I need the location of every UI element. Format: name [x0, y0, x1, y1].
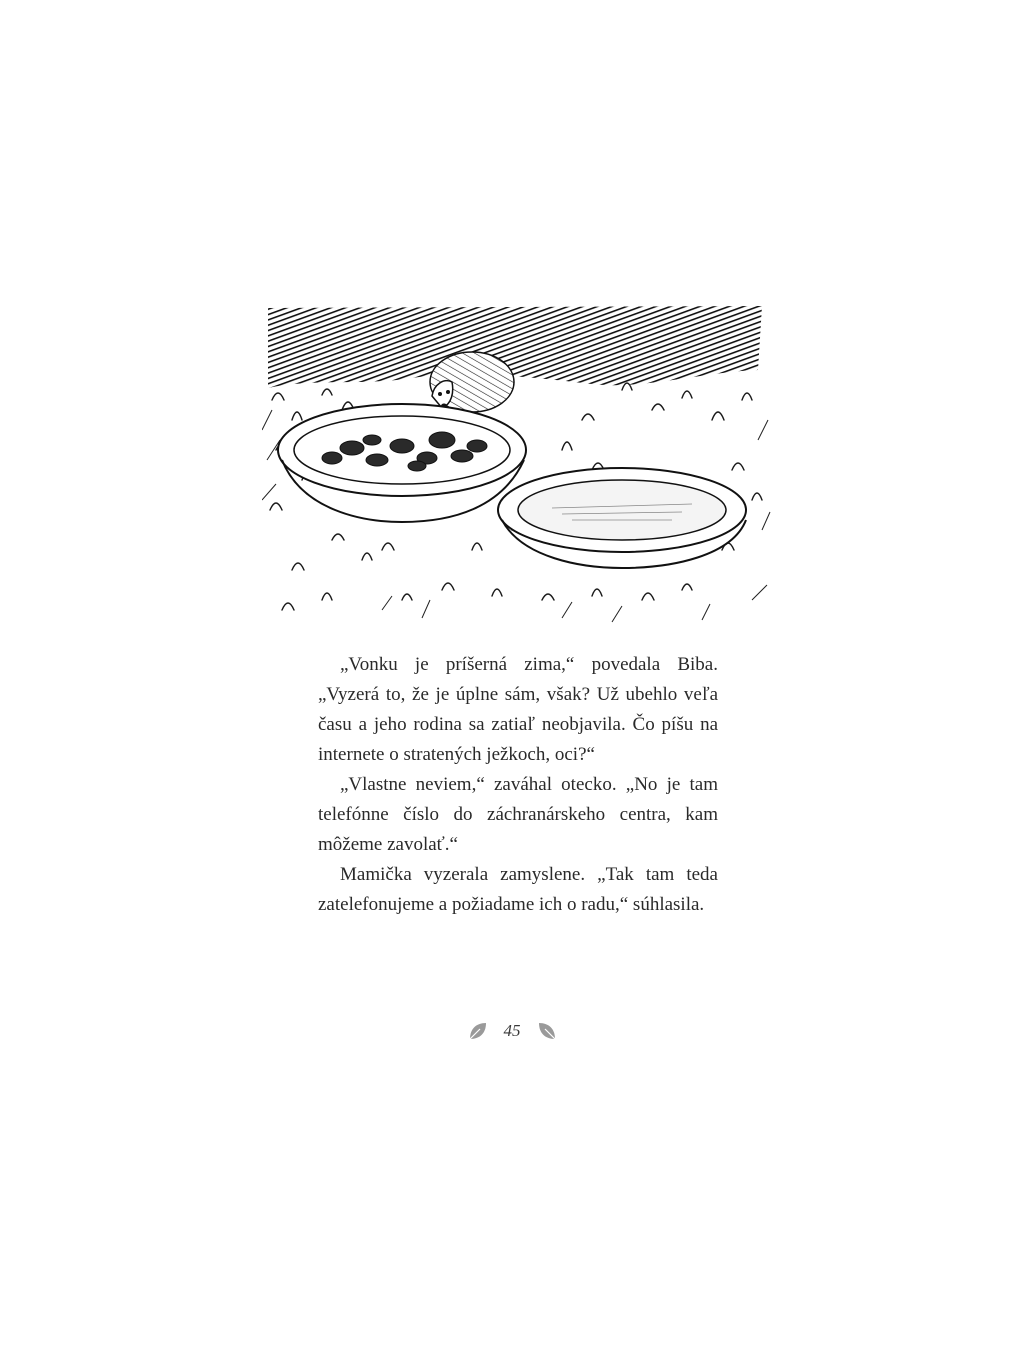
- leaf-ornament-icon: [535, 1019, 559, 1043]
- page-number: 45: [503, 1021, 521, 1040]
- leaf-ornament-icon: [466, 1019, 490, 1043]
- paragraph: „Vonku je príšerná zima,“ povedala Biba. „Vyzerá to, že je úplne sám, však? Už ubehlo veľa času a jeho rodina sa zatiaľ neobjavila. Čo píšu na internete o stratených ježkoch, oci?“: [318, 654, 718, 765]
- paragraph: Mamička vyzerala zamyslene. „Tak tam teda zatelefonujeme a požiadame ich o radu,“ súhlasila.: [318, 864, 718, 915]
- paragraph: „Vlastne neviem,“ zaváhal otecko. „No je tam telefónne číslo do záchranárskeho centra, kam môžeme zavolať.“: [318, 774, 718, 855]
- story-text: [318, 650, 718, 920]
- hedgehog-bowls-illustration: [262, 300, 772, 632]
- page-footer: [462, 1014, 562, 1048]
